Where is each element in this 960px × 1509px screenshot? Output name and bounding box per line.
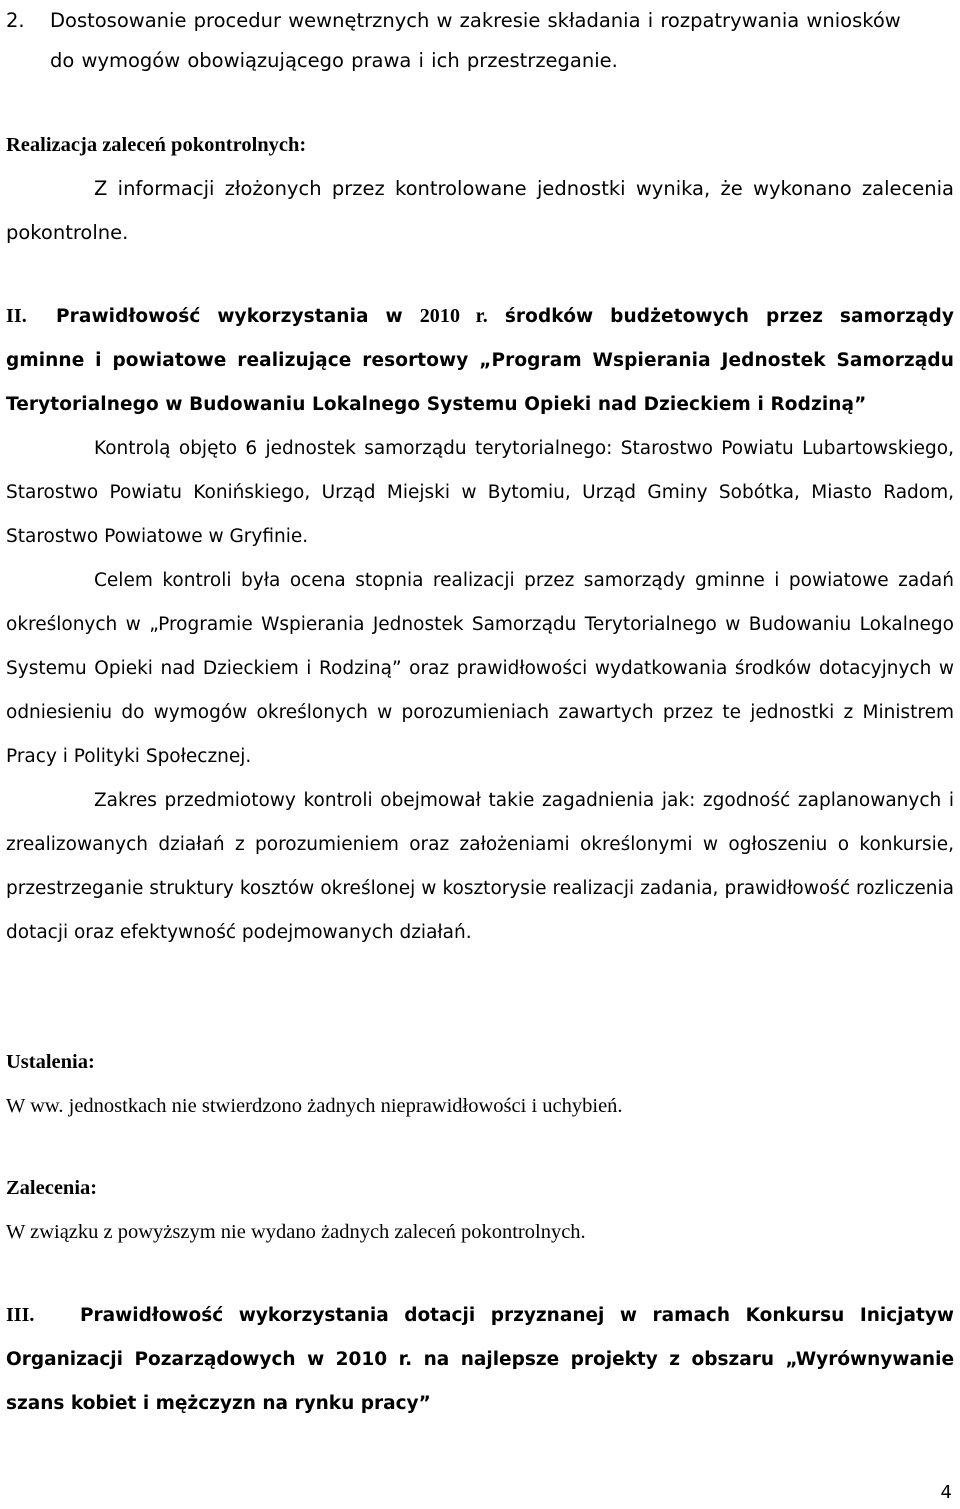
realizacja-section <box>6 123 954 255</box>
section-3-heading: Prawidłowość wykorzystania dotacji przyznanej w ramach Konkursu Inicjatyw Organizacji Pozarządowych w 2010 r. na najlepsze projekty z obszaru „Wyrównywanie szans kobiet i mężczyzn na rynku pracy” <box>6 1305 954 1414</box>
section-2-heading-part1: Prawidłowość wykorzystania w <box>56 306 403 327</box>
list-number: 2. <box>6 9 25 32</box>
ustalenia-body: W ww. jednostkach nie stwierdzono żadnych nieprawidłowości i uchybień. <box>6 1095 623 1117</box>
page-number: 4 <box>940 1482 952 1503</box>
zalecenia-section <box>6 1166 954 1254</box>
ustalenia-section <box>6 1040 954 1128</box>
section-2-paragraph-3: Zakres przedmiotowy kontroli obejmował takie zagadnienia jak: zgodność zaplanowanych i zrealizowanych działań z porozumieniem oraz założeniami określonymi w ogłoszeniu o konkursie, przestrzeganie struktury kosztów określonej w kosztorysie realizacji zadania, prawidłowość rozliczenia dotacji oraz efektywność podejmowanych działań. <box>6 790 954 943</box>
section-3-number: III. <box>6 1304 35 1326</box>
section-2-heading-part2: środków budżetowych przez samorządy gminne i powiatowe realizujące resortowy „Program Wspierania Jednostek Samorządu Terytorialnego w Budowaniu Lokalnego Systemu Opieki nad Dzieckiem i Rodziną” <box>6 306 954 415</box>
section-2 <box>6 294 954 955</box>
section-2-heading-year: 2010 r. <box>419 305 488 327</box>
section-2-heading <box>6 294 954 427</box>
section-3 <box>6 1293 954 1426</box>
zalecenia-body: W związku z powyższym nie wydano żadnych zaleceń pokontrolnych. <box>6 1221 586 1243</box>
ustalenia-heading: Ustalenia: <box>6 1051 95 1073</box>
section-2-paragraph-2: Celem kontroli była ocena stopnia realizacji przez samorządy gminne i powiatowe zadań określonych w „Programie Wspierania Jednostek Samorządu Terytorialnego w Budowaniu Lokalnego Systemu Opieki nad Dzieckiem i Rodziną” oraz prawidłowości wydatkowania środków dotacyjnych w odniesieniu do wymogów określonych w porozumieniach zawartych przez te jednostki z Ministrem Pracy i Polityki Społecznej. <box>6 570 954 767</box>
realizacja-heading: Realizacja zaleceń pokontrolnych: <box>6 134 307 156</box>
section-2-number: II. <box>6 305 27 327</box>
list-item-2 <box>6 1 954 81</box>
list-item-text-line1: Dostosowanie procedur wewnętrznych w zakresie składania i rozpatrywania wniosków <box>50 9 901 32</box>
zalecenia-heading: Zalecenia: <box>6 1177 98 1199</box>
realizacja-body: Z informacji złożonych przez kontrolowane jednostki wynika, że wykonano zalecenia pokontrolne. <box>6 177 954 244</box>
section-2-paragraph-1: Kontrolą objęto 6 jednostek samorządu terytorialnego: Starostwo Powiatu Lubartowskiego, Starostwo Powiatu Konińskiego, Urząd Miejski w Bytomiu, Urząd Gminy Sobótka, Miasto Radom, Starostwo Powiatowe w Gryfinie. <box>6 438 954 547</box>
list-item-text-line2: do wymogów obowiązującego prawa i ich przestrzeganie. <box>50 49 618 72</box>
